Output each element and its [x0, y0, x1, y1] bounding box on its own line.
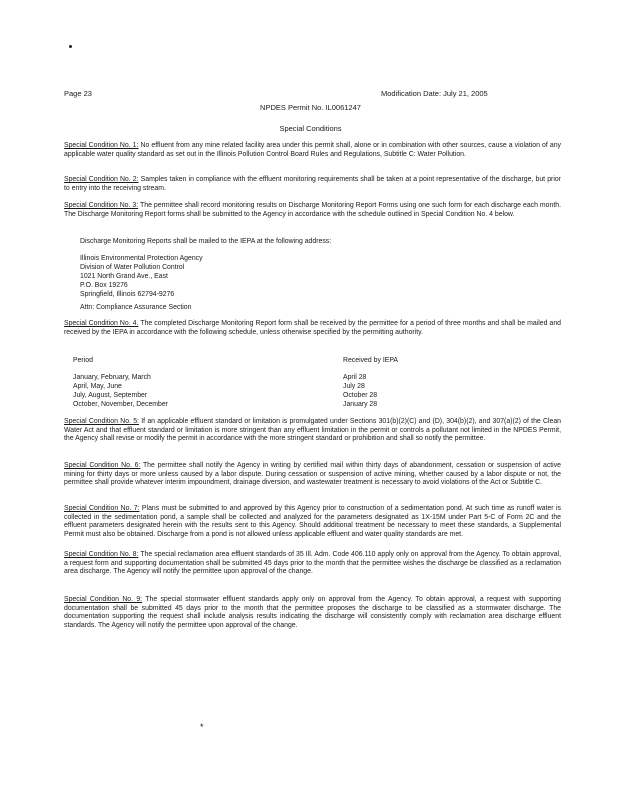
schedule-received: October 28: [343, 392, 378, 399]
attention-line: Attn: Compliance Assurance Section: [80, 304, 192, 311]
special-condition-5: [64, 418, 561, 444]
permit-number: NPDES Permit No. IL0061247: [260, 103, 361, 112]
special-condition-4: [64, 320, 561, 337]
address-line: P.O. Box 19276: [80, 282, 128, 289]
address-line: Springfield, Illinois 62794-9276: [80, 291, 175, 298]
address-line: 1021 North Grand Ave., East: [80, 273, 168, 280]
schedule-period-header: Period: [73, 357, 93, 364]
condition-label: Special Condition No. 9:: [64, 596, 143, 603]
condition-label: Special Condition No. 8:: [64, 551, 139, 558]
condition-text: Plans must be submitted to and approved by this Agency prior to construction of a sedimentation pond. At such time as runoff water is collected in the sedimentation pond, a sample shall be collected and analyzed for the parameters designated as 1X-15M under Part 5-C of Form 2C and the effluent parameters designated herein with the results sent to this Agency. Should additional treatment be necessary to meet these standards, a Supplemental Permit must also be obtained. Discharge from a pond is not allowed unless applicable effluent and water quality standards are met.: [64, 505, 561, 538]
address-line: Division of Water Pollution Control: [80, 264, 185, 271]
page-number: Page 23: [64, 89, 92, 98]
footer-mark: *: [200, 722, 204, 732]
special-condition-6: [64, 462, 561, 488]
condition-label: Special Condition No. 5:: [64, 418, 139, 425]
special-condition-3: [64, 202, 561, 219]
schedule-received: July 28: [343, 383, 365, 390]
dmr-mail-intro: Discharge Monitoring Reports shall be mailed to the IEPA at the following address:: [80, 238, 332, 245]
condition-text: The special stormwater effluent standards apply only on approval from the Agency. To obtain approval, a request with supporting documentation shall be submitted 45 days prior to the month that the permittee proposes the discharge to be classified as a stormwater discharge. The documentation supporting the request shall include analysis results indicating the discharge will consistently comply with reclamation area discharge effluent standards. The Agency will notify the permittee upon approval of the change.: [64, 596, 562, 629]
scan-speck: [69, 45, 72, 48]
schedule-received: April 28: [343, 374, 367, 381]
condition-text: Samples taken in compliance with the effluent monitoring requirements shall be taken at a point representative of the discharge, but prior to entry into the receiving stream.: [64, 176, 561, 192]
condition-label: Special Condition No. 7:: [64, 505, 140, 512]
modification-date: Modification Date: July 21, 2005: [381, 89, 488, 98]
condition-label: Special Condition No. 4.: [64, 320, 139, 327]
condition-text: No effluent from any mine related facility area under this permit shall, alone or in combination with other sources, cause a violation of any applicable water quality standard as set out in the Illinois Pollution Control Board Rules and Regulations, Subtitle C: Water Pollution.: [64, 142, 561, 158]
special-condition-9: [64, 596, 561, 630]
condition-label: Special Condition No. 2:: [64, 176, 139, 183]
schedule-period: October, November, December: [73, 401, 168, 408]
schedule-received-header: Received by IEPA: [343, 357, 399, 364]
condition-label: Special Condition No. 3:: [64, 202, 139, 209]
special-condition-8: [64, 551, 561, 577]
condition-text: The completed Discharge Monitoring Report form shall be received by the permittee for a period of three months and shall be mailed and received by the IEPA in accordance with the following schedule, unless otherwise specified by the permitting authority.: [64, 320, 561, 336]
condition-text: If an applicable effluent standard or limitation is promulgated under Sections 301(b)(2)(C) and (D), 304(b)(2), and 307(a)(2) of the Clean Water Act and that effluent standard or limitation is more stringent than any effluent limitation in the permit or controls a pollutant not limited in the NPDES Permit, the Agency shall revise or modify the permit in accordance with the more stringent standard or prohibition and shall so notify the permittee.: [64, 418, 562, 443]
section-title: Special Conditions: [279, 124, 342, 133]
schedule-period: January, February, March: [73, 374, 151, 381]
special-condition-1: [64, 142, 561, 159]
condition-label: Special Condition No. 6:: [64, 462, 141, 469]
schedule-period: July, August, September: [73, 392, 148, 399]
condition-text: The special reclamation area effluent standards of 35 Ill. Adm. Code 406.110 apply only on approval from the Agency. To obtain approval, a request form and supporting documentation shall be submitted 45 days prior to the month that the permittee wishes the discharge be classified as a reclamation area discharge. The Agency will notify the permittee upon approval of the change.: [64, 551, 562, 576]
schedule-received: January 28: [343, 401, 378, 408]
address-line: Illinois Environmental Protection Agency: [80, 255, 203, 262]
special-condition-7: [64, 505, 561, 539]
special-condition-2: [64, 176, 561, 193]
schedule-period: April, May, June: [73, 383, 122, 390]
condition-text: The permittee shall record monitoring results on Discharge Monitoring Report Forms using one such form for each discharge each month. The Discharge Monitoring Report forms shall be submitted to the Agency in accordance with the schedule outlined in Special Condition No. 4 below.: [64, 202, 561, 218]
condition-label: Special Condition No. 1:: [64, 142, 139, 149]
condition-text: The permittee shall notify the Agency in writing by certified mail within thirty days of abandonment, cessation or suspension of active mining for thirty days or more unless caused by a labor dispute. During cessation or suspension of active mining, whether caused by a labor dispute or not, the permittee shall provide whatever interim impoundment, drainage diversion, and wastewater treatment is necessary to avoid violations of the Act or Subtitle C.: [64, 462, 561, 487]
